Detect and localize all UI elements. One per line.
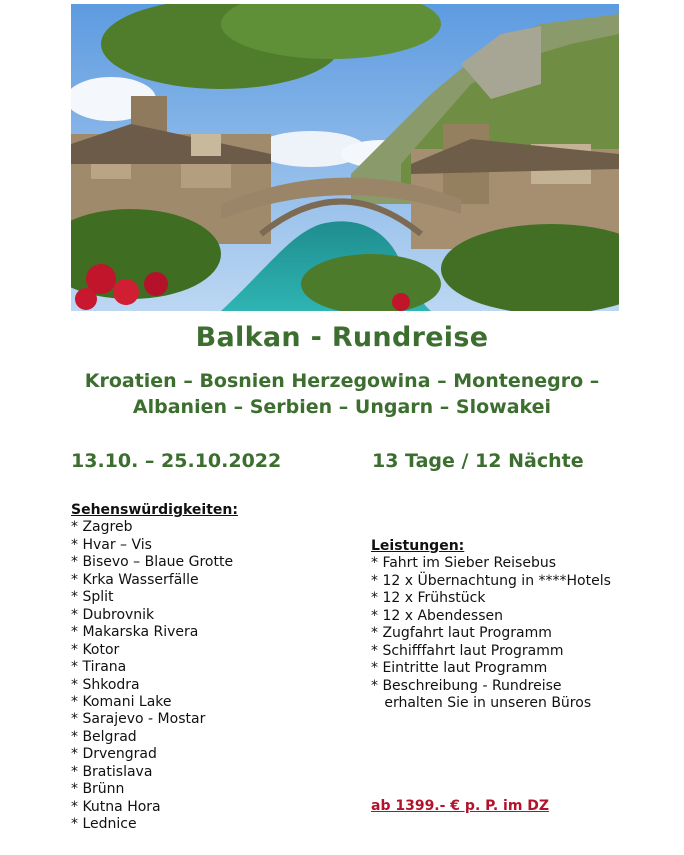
list-item: * Split <box>71 589 114 606</box>
list-item: * Zugfahrt laut Programm <box>371 625 552 642</box>
price-label: ab 1399.- € p. P. im DZ <box>371 798 550 814</box>
list-item: * Drvengrad <box>71 746 157 763</box>
sights-list <box>71 502 238 834</box>
list-item: erhalten Sie in unseren Büros <box>371 695 592 712</box>
list-item: * Fahrt im Sieber Reisebus <box>371 555 557 572</box>
list-item: * Zagreb <box>71 519 133 536</box>
mostar-bridge-illustration <box>71 4 619 311</box>
page-title: Balkan - Rundreise <box>195 322 489 353</box>
list-item: * Lednice <box>71 816 137 833</box>
list-item: * Belgrad <box>71 728 137 745</box>
countries-line-2: Albanien – Serbien – Ungarn – Slowakei <box>132 396 552 418</box>
list-item: * Brünn <box>71 781 125 798</box>
list-item: * Makarska Rivera <box>71 624 199 641</box>
list-item: * Kotor <box>71 641 120 658</box>
list-item: * Sarajevo - Mostar <box>71 711 206 728</box>
list-item: * Schifffahrt laut Programm <box>371 642 564 659</box>
list-item: * Hvar – Vis <box>71 536 152 553</box>
list-item: * Tirana <box>71 659 127 676</box>
list-item: * Dubrovnik <box>71 606 155 623</box>
sights-heading: Sehenswürdigkeiten: <box>71 502 238 518</box>
list-item: * Shkodra <box>71 676 140 693</box>
travel-dates: 13.10. – 25.10.2022 <box>71 450 282 472</box>
list-item: * Komani Lake <box>71 693 172 710</box>
list-item: * Bisevo – Blaue Grotte <box>71 554 234 571</box>
list-item: * Beschreibung - Rundreise <box>371 677 562 694</box>
list-item: * Kutna Hora <box>71 798 161 815</box>
header-photo <box>71 4 619 311</box>
services-list <box>371 538 611 713</box>
list-item: * Eintritte laut Programm <box>371 660 548 677</box>
services-heading: Leistungen: <box>371 538 465 554</box>
list-item: * 12 x Frühstück <box>371 590 486 607</box>
list-item: * Bratislava <box>71 763 153 780</box>
travel-duration: 13 Tage / 12 Nächte <box>372 450 584 472</box>
list-item: * 12 x Übernachtung in ****Hotels <box>371 572 611 589</box>
list-item: * 12 x Abendessen <box>371 607 503 624</box>
list-item: * Krka Wasserfälle <box>71 571 199 588</box>
countries-line-1: Kroatien – Bosnien Herzegowina – Montenegro – <box>84 370 600 392</box>
